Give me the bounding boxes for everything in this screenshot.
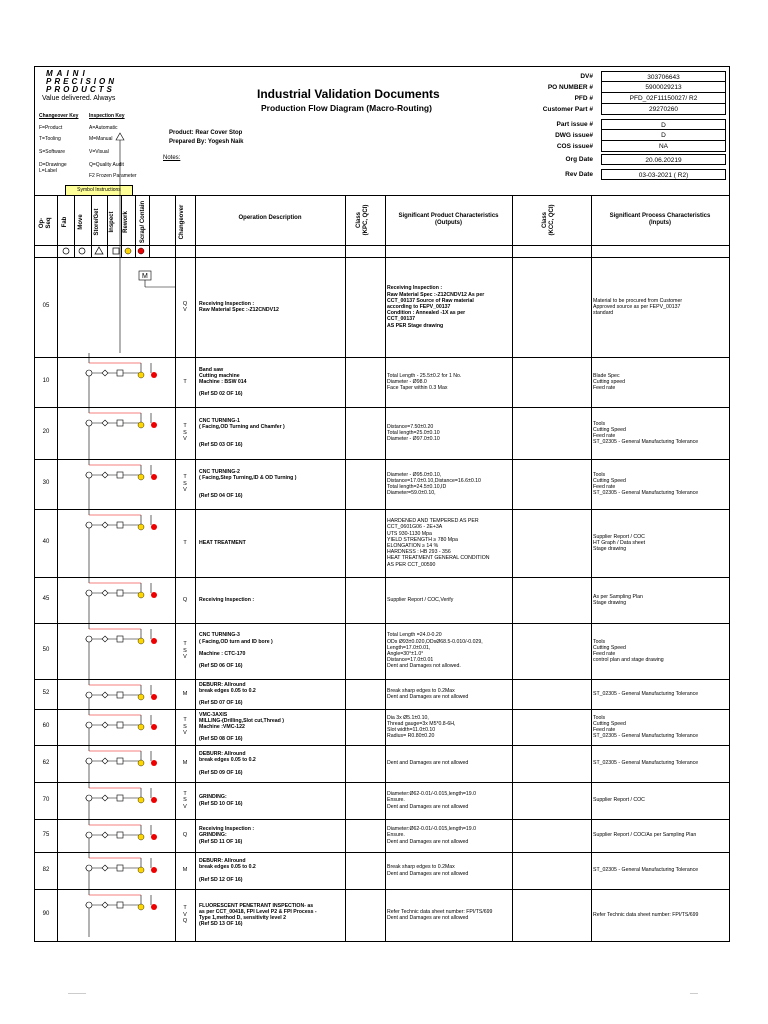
header-product-char: Significant Product Characteristics (Outputs) xyxy=(398,213,499,226)
header-class-2: Class (KCC, QCI) xyxy=(542,204,555,236)
flow-step xyxy=(85,353,157,403)
header-operation: Operation Description xyxy=(238,215,302,221)
document-title: Industrial Validation Documents xyxy=(257,87,440,101)
operation-description: DEBURR: Allround break edges 0.05 to 0.2 (Ref SD 09 OF 16) xyxy=(199,751,256,776)
scrap-icon xyxy=(151,372,157,378)
inspection-key-item: Q=Quality Audit xyxy=(89,162,124,168)
inspect-icon xyxy=(117,832,123,838)
meta-label: PFD # xyxy=(574,95,593,102)
fab-icon xyxy=(86,590,92,596)
op-seq-number: 30 xyxy=(42,480,50,486)
rework-icon xyxy=(138,760,144,766)
op-seq-number: 82 xyxy=(42,866,50,873)
product-characteristics: Diameter:Ø62-0.01/-0.015,length=19.0 Ensure. Dent and Damages are not allowed xyxy=(387,791,476,810)
op-seq-number: 10 xyxy=(42,378,50,384)
inspection-key-item: V=Visual xyxy=(89,149,109,155)
logo-tagline: Value delivered. Always xyxy=(42,95,116,102)
flow-step xyxy=(85,455,157,505)
changeover-code: T xyxy=(183,539,187,546)
operation-description: Receiving Inspection : Raw Material Spec :-Z12CNDV12 xyxy=(199,300,279,313)
scrap-icon xyxy=(151,474,157,480)
meta-label: COS issue# xyxy=(556,143,593,150)
scrap-icon xyxy=(151,694,157,700)
product-characteristics: Receiving Inspection : Raw Material Spec :-Z12CNDV12 As per CCT_00137 Source of Raw material according to FEPV_00137 Condition : Annealed -1X as per CCT_00137 AS PER Stage drawing xyxy=(387,285,485,329)
meta-label: Org Date xyxy=(565,156,593,163)
scrap-icon xyxy=(151,904,157,910)
move-icon xyxy=(102,420,108,426)
flow-step xyxy=(85,815,157,848)
meta-row-dv xyxy=(541,71,731,82)
inspection-key-item: M=Manual xyxy=(89,136,113,142)
product-characteristics: Dent and Damages are not allowed xyxy=(387,760,469,767)
process-characteristics: ST_02305 - General Manufacturing Tolerance xyxy=(593,760,699,767)
logo-line-2: PRECISION xyxy=(46,77,118,86)
changeover-code: M xyxy=(182,690,188,697)
meta-value: NA xyxy=(601,141,726,152)
scrap-icon xyxy=(151,724,157,730)
changeover-key-item: S=Software xyxy=(39,149,65,155)
move-icon xyxy=(102,722,108,728)
changeover-key-item: D=Drawinge L=Label xyxy=(39,162,67,174)
inspect-icon xyxy=(117,420,123,426)
move-icon xyxy=(102,758,108,764)
header-store: Store/Get xyxy=(94,208,100,236)
changeover-code: Q xyxy=(182,832,188,839)
meta-label: DWG issue# xyxy=(555,132,593,139)
meta-label: Customer Part # xyxy=(542,106,593,113)
fab-icon xyxy=(86,522,92,528)
scrap-icon xyxy=(151,760,157,766)
meta-value: 29270260 xyxy=(601,104,726,115)
header-inspect: Inspect xyxy=(109,211,115,233)
meta-value: 5900029213 xyxy=(601,82,726,93)
op-seq-number: 75 xyxy=(42,831,50,838)
operation-description: CNC TURNING-1 ( Facing,OD Turning and Chamfer ) (Ref SD 03 OF 16) xyxy=(199,417,285,449)
meta-row-part-issue xyxy=(541,119,731,130)
document-page xyxy=(34,66,730,942)
inspection-key-title: Inspection Key xyxy=(89,113,125,119)
fab-icon xyxy=(86,472,92,478)
fab-icon xyxy=(86,722,92,728)
move-icon xyxy=(102,590,108,596)
move-icon xyxy=(102,902,108,908)
move-icon xyxy=(102,522,108,528)
flow-step xyxy=(116,133,175,353)
header-move: Move xyxy=(78,214,84,230)
move-icon xyxy=(102,832,108,838)
meta-value: D xyxy=(601,130,726,141)
flow-step xyxy=(85,885,157,937)
meta-label: Part issue # xyxy=(556,121,593,128)
process-characteristics: Tools Cutting Speed Feed rate ST_02305 - General Manufacturing Tolerance xyxy=(593,714,699,740)
product-name: Product: Rear Cover Stop xyxy=(169,130,243,136)
changeover-code: Q V xyxy=(182,300,188,313)
rework-icon xyxy=(138,638,144,644)
op-seq-number: 60 xyxy=(42,723,50,729)
op-seq-number: 40 xyxy=(42,539,50,545)
op-seq-number: 52 xyxy=(42,690,50,696)
meta-row-cos-issue xyxy=(541,141,731,152)
rework-icon xyxy=(138,694,144,700)
rework-icon xyxy=(138,834,144,840)
inspection-key-item: A=Automatic xyxy=(89,125,118,131)
header-class-1: Class (KPC, QCI) xyxy=(356,204,369,236)
changeover-key-title: Changeover Key xyxy=(39,113,79,119)
flow-step xyxy=(85,778,157,815)
scrap-icon xyxy=(151,797,157,803)
changeover-code: T S V xyxy=(183,717,187,737)
process-characteristics: Tools Cutting Speed Feed rate control plan and stage drawing xyxy=(593,638,664,664)
product-characteristics: Total Length - 25.5±0.2 for 1 No. Diameter - Ø98.0 Face Taper within 0.3 Max xyxy=(387,372,462,392)
process-characteristics: Supplier Report / COC xyxy=(593,797,645,804)
header-op-seq: Op- Seq xyxy=(39,217,52,229)
op-seq-number: 90 xyxy=(42,911,50,917)
flow-step xyxy=(85,741,157,778)
rework-icon xyxy=(138,474,144,480)
inspect-icon xyxy=(117,865,123,871)
process-characteristics: As per Sampling Plan Stage drawing xyxy=(593,593,643,606)
move-icon xyxy=(102,692,108,698)
header-rework: Rework xyxy=(123,211,129,233)
changeover-code: T S V xyxy=(183,790,187,810)
scrap-icon xyxy=(151,422,157,428)
process-characteristics: Material to be procured from Customer Approved source as per FEPV_00137 standard xyxy=(593,297,683,317)
operation-description: VMC-3AXIS MILLING-(Drilling,Slot cut,Thread ) Machine :VMC-122 (Ref SD 08 OF 16) xyxy=(199,711,285,743)
notes-label: Notes: xyxy=(163,155,181,161)
meta-row-rev-date xyxy=(541,169,731,180)
fab-icon xyxy=(86,758,92,764)
meta-value: 303706643 xyxy=(601,71,726,82)
metadata-block xyxy=(541,71,731,181)
changeover-code: Q xyxy=(182,596,188,603)
meta-row-po xyxy=(541,82,731,93)
meta-value: 20.06.20219 xyxy=(601,154,726,165)
logo-line-3: PRODUCTS xyxy=(46,85,115,94)
product-characteristics: Break sharp edges to 0.2Max Dent and Damages are not allowed xyxy=(387,864,469,877)
fab-icon xyxy=(86,902,92,908)
inspect-icon xyxy=(117,758,123,764)
header-changeover: Changeover xyxy=(179,204,185,240)
changeover-code: T S V xyxy=(183,423,187,443)
operation-description: HEAT TREATMENT xyxy=(199,539,246,546)
symbol-instructions: Symbol Instructions xyxy=(65,185,133,196)
header-process-char: Significant Process Characteristics (Inputs) xyxy=(609,213,711,226)
rework-icon xyxy=(138,372,144,378)
operation-description: CNC TURNING-2 ( Facing,Step Turning,ID & OD Turning ) (Ref SD 04 OF 16) xyxy=(199,468,297,500)
meta-value: D xyxy=(601,119,726,130)
changeover-key-item: F=Product xyxy=(39,125,63,131)
store-icon xyxy=(116,133,124,140)
inspect-icon xyxy=(117,522,123,528)
flow-step xyxy=(85,848,157,885)
footer-mark xyxy=(68,993,86,994)
op-seq-number: 50 xyxy=(42,647,50,653)
header-fab: Fab xyxy=(62,216,68,228)
rework-icon xyxy=(138,592,144,598)
inspect-icon xyxy=(117,590,123,596)
rework-icon xyxy=(138,524,144,530)
rework-icon xyxy=(138,422,144,428)
scrap-icon xyxy=(151,867,157,873)
rework-icon xyxy=(138,904,144,910)
fab-icon xyxy=(86,795,92,801)
product-characteristics: Dia 3x Ø5.1±0.10, Thread gauge=3x M5*0.8-6H, Slot width=11.0±0.10 Radius= R0.80±0.20 xyxy=(387,714,456,740)
operation-description: DEBURR: Allround break edges 0.05 to 0.2 (Ref SD 07 OF 16) xyxy=(199,681,256,707)
operation-description: Band saw Cutting machine Machine : BSW 014 (Ref SD 02 OF 16) xyxy=(199,366,247,398)
inspect-icon xyxy=(117,370,123,376)
meta-row-org-date xyxy=(541,154,731,165)
flow-step xyxy=(85,505,157,573)
meta-row-pfd xyxy=(541,93,731,104)
changeover-code: T S V xyxy=(183,474,187,494)
fab-icon xyxy=(86,832,92,838)
meta-value: PFD_02F11150027/ R2 xyxy=(601,93,726,104)
product-characteristics: Distance=7.50±0.20 Total length=25.0±0.10 Diameter - Ø97.0±0.10 xyxy=(387,423,440,443)
product-characteristics: HARDENED AND TEMPERED AS PER CCT_0601G06 - 2E+3A UTS 930-1130 Mpa YIELD STRENGTH ≥ 780 Mpa ELONGATION ≥ 14 % HARDNESS : HB 293 - 356 HEAT TREATMENT GENERAL CONDITION AS PER CCT_00590 xyxy=(387,518,490,568)
operation-description: GRINDING: (Ref SD 10 OF 16) xyxy=(199,794,243,807)
logo-line-1: MAINI xyxy=(46,69,89,78)
scrap-icon xyxy=(151,638,157,644)
flow-diagram xyxy=(57,67,175,943)
move-icon xyxy=(102,472,108,478)
product-characteristics: Refer Technic data sheet number: FPI/TS/699 Dent and Damages are not allowed xyxy=(387,908,493,921)
fab-icon xyxy=(86,636,92,642)
rework-icon xyxy=(138,867,144,873)
process-characteristics: Tools Cutting Speed Feed rate ST_02305 - General Manufacturing Tolerance xyxy=(593,471,699,497)
op-seq-number: 45 xyxy=(42,596,50,602)
fab-icon xyxy=(86,692,92,698)
manual-label: M xyxy=(142,273,148,280)
process-characteristics: Supplier Report / COC/As per Sampling Plan xyxy=(593,832,697,839)
move-icon xyxy=(102,795,108,801)
meta-value: 03-03-2021 ( R2) xyxy=(601,169,726,180)
fab-icon xyxy=(86,420,92,426)
meta-label: DV# xyxy=(580,73,593,80)
op-seq-number: 62 xyxy=(42,759,50,766)
move-icon xyxy=(102,370,108,376)
meta-row-customer-part xyxy=(541,104,731,115)
rework-icon xyxy=(138,797,144,803)
document-subtitle: Production Flow Diagram (Macro-Routing) xyxy=(261,103,432,113)
flow-step xyxy=(85,705,157,741)
product-characteristics: Diameter - Ø95.0±0.10, Distance=17.0±0.10,Distance=16.6±0.10 Total length=24.5±0.10,ID Diameter=59.0±0.10, xyxy=(387,471,481,497)
flow-step xyxy=(85,619,157,675)
product-characteristics: Supplier Report / COC,Verify xyxy=(387,596,454,603)
op-seq-number: 20 xyxy=(42,429,50,435)
process-characteristics: Tools Cutting Speed Feed rate ST_02305 - General Manufacturing Tolerance xyxy=(593,420,699,446)
flow-step xyxy=(85,675,157,705)
operation-description: Receiving Inspection : GRINDING: (Ref SD 11 OF 16) xyxy=(199,826,255,845)
operation-description: Receiving Inspection : xyxy=(199,596,255,603)
process-characteristics: Blade Spec Cutting speed Feed rate xyxy=(593,372,626,392)
changeover-key-item: T=Tooling xyxy=(39,136,61,142)
process-characteristics: Refer Technic data sheet number: FPI/TS/699 xyxy=(593,911,699,918)
fab-icon xyxy=(86,865,92,871)
inspect-icon xyxy=(117,902,123,908)
flow-step xyxy=(85,403,157,455)
inspect-icon xyxy=(117,636,123,642)
product-characteristics: Diameter:Ø62-0.01/-0.015,length=19.0 Ensure. Dent and Damages are not allowed xyxy=(387,826,476,845)
flow-step xyxy=(85,573,157,619)
scrap-icon xyxy=(151,592,157,598)
changeover-code: T xyxy=(183,378,187,385)
meta-label: PO NUMBER # xyxy=(547,84,593,91)
inspect-icon xyxy=(117,795,123,801)
changeover-code: M xyxy=(182,867,188,874)
op-seq-number: 05 xyxy=(42,303,50,309)
meta-row-dwg-issue xyxy=(541,130,731,141)
footer-mark xyxy=(690,993,698,994)
changeover-code: M xyxy=(182,760,188,767)
changeover-code: T S V xyxy=(183,641,187,661)
operation-description: FLUORESCENT PENETRANT INSPECTION- as as per CCT_00418, FPI Level P2 & FPI Process - Type 1,method D, sensitivity level 2 (Ref SD 13 OF 16) xyxy=(199,902,317,928)
product-characteristics: Total Length =24.0-0.20 ODs Ø93±0.020,ODsØ68.5-0.010/-0.029, Length=17.0±0.01, Angle=30°±1.0° Distance=17.0±0.01 Dent and Damages not allowed. xyxy=(387,632,483,670)
scrap-icon xyxy=(151,524,157,530)
process-characteristics: ST_02305 - General Manufacturing Tolerance xyxy=(593,690,699,697)
process-characteristics: Supplier Report / COC HT Graph / Data sheet Stage drawing xyxy=(593,533,646,553)
product-characteristics: Break sharp edges to 0.2Max Dent and Damages are not allowed xyxy=(387,687,469,700)
inspect-icon xyxy=(117,692,123,698)
operation-description: DEBURR: Allround break edges 0.05 to 0.2 (Ref SD 12 OF 16) xyxy=(199,858,256,883)
process-characteristics: ST_02305 - General Manufacturing Tolerance xyxy=(593,867,699,874)
inspect-icon xyxy=(117,472,123,478)
operation-description: CNC TURNING-3 ( Facing,OD turn and ID bore ) Machine : CTC-170 (Ref SD 06 OF 16) xyxy=(199,632,273,670)
header-scrap: Scrap/ Contain xyxy=(140,200,146,244)
meta-label: Rev Date xyxy=(565,171,593,178)
move-icon xyxy=(102,865,108,871)
op-seq-number: 70 xyxy=(42,796,50,803)
fab-icon xyxy=(86,370,92,376)
move-icon xyxy=(102,636,108,642)
scrap-icon xyxy=(151,834,157,840)
rework-icon xyxy=(138,724,144,730)
inspect-icon xyxy=(117,722,123,728)
prepared-by: Prepared By: Yogesh Naik xyxy=(169,139,244,145)
changeover-code: T V Q xyxy=(182,905,188,925)
inspection-key-item: F2 Frozen Parameter xyxy=(89,173,137,179)
